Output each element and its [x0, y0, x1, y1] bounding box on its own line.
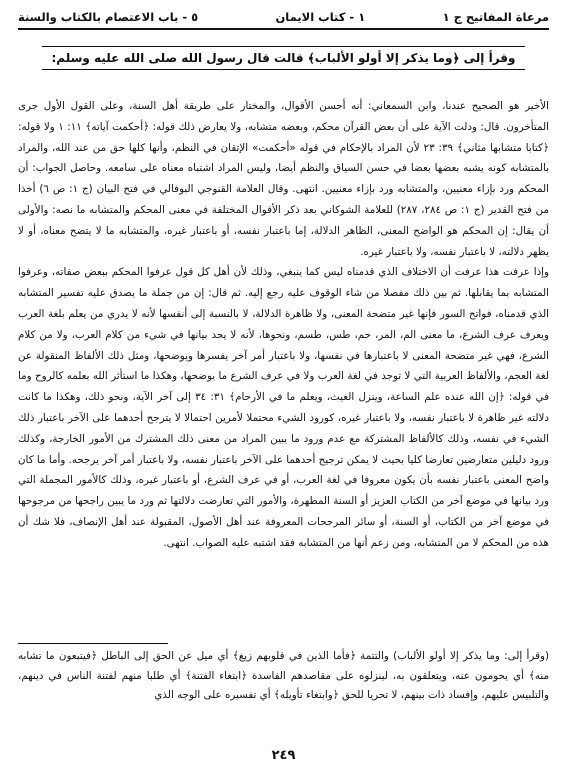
header-chapter: ١ - كتاب الايمان — [275, 10, 366, 24]
header-book-title: مرعاة المفاتيح ج ١ — [442, 10, 549, 24]
body-paragraph: الأخير هو الصحيح عندنا، وابن السمعاني: أنه أحسن الأقوال، والمختار على طريقة أهل السنة، وعلى القول الأول جرى المتأخرون. قال: ودلت الآية على أن بعض القرآن محكم، وبعضه متشابه، ولا يعارض ذلك قوله: ﴿أحكمت آياته﴾ ١١: ١ ولا قوله: ﴿كتابا متشابها مثاني﴾ ٣٩: ٢٣ لأن المراد بالإحكام في قوله «أحكمت» الإتقان في النظم، وأنها كلها حق من عند الله، والمراد بالمتشابه كونه يشبه بعضها بعضا في حسن السياق والنظم أيضا، وليس المراد اشتباه معناه على سامعه. وحاصل الجواب: أن المحكم ورد بإزاء معنيين، والمتشابه ورد بإزاء معنيين. انتهى. وقال العلامة القنوجي البوفالي في فتح البيان (ج ١: ص ٦) أخذا من فتح القدير (ج ١: ص ٢٨٤، ٢٨٧) للعلامة الشوكاني بعد ذكر الأقوال المختلفة في معنى المحكم والمتشابه ما نصه: والأولى أن يقال: إن المحكم هو الواضح المعنى، الظاهر الدلالة، إما باعتبار نفسه، أو باعتبار غيره، والمتشابه ما لا يتضح معناه، أو لا يظهر دلالته، لا باعتبار نفسه، ولا باعتبار غيره. — [18, 100, 549, 258]
body-paragraph: وإذا عرفت هذا عرفت أن الاختلاف الذي قدمناه ليس كما ينبغي، وذلك لأن أهل كل قول عرفوا المحكم ببعض صفاته، وعرفوا المتشابه بما يقابلها. ثم بين ذلك مفصلا من شاء الوقوف عليه رجع إليه. ثم قال: إن من جملة ما يصدق عليه تفسير المتشابه الذي قدمناه، فواتح السور فإنها غير متضحة المعنى، ولا ظاهرة الدلالة، لا بالنسبة إلى أنفسها لأنه لا يدري من يعلم بلغة العرب ويعرف عرف الشرع، ما معنى الم، المر، حم، طس، طسم، ونحوها، لأنه لا يجد بيانها في شيء من كلام العرب، ولا من كلام الشرع، فهي غير متضحة المعنى لا باعتبارها في نفسها، ولا باعتبار أمر آخر يفسرها ويوضحها، ومثل ذلك الألفاظ المنقولة عن لغة العجم، والألفاظ العربية التي لا توجد في لغة العرب ولا في عرف الشرع ما يوضحها، وهكذا ما استأثر الله بعلمه كالروح وما في قوله: ﴿إن الله عنده علم الساعة، وينزل الغيث، ويعلم ما في الأرحام﴾ ٣١: ٣٤ إلى آخر الآية، ونحو ذلك، وهكذا ما كانت دلالته غير ظاهرة لا باعتبار نفسه، ولا باعتبار غيره، كورود الشيء محتملا لأمرين احتمالا لا يترجح أحدهما على الآخر باعتبار ذلك الشيء في نفسه، وذلك كالألفاظ المشتركة مع عدم ورود ما يبين المراد من معنى ذلك المشترك من الأمور الخارجة، وكذلك ورود دليلين متعارضين تعارضا كليا بحيث لا يمكن ترجيح أحدهما على الآخر باعتبار نفسه، ولا باعتبار أمر آخر يرجحه. وأما ما كان واضح المعنى باعتبار نفسه بأن يكون معروفا في لغة العرب، أو في عرف الشرع، أو باعتبار غيره، وذلك كالأمور المجملة التي ورد بيانها في موضع آخر من الكتاب العزيز أو السنة المطهرة، والأمور التي تعارضت دلالتها ثم ورد ما يبين راجحها من مرجوحها في موضع آخر من الكتاب، أو السنة، أو سائر المرجحات المعروفة عند أهل الأصول، المقبولة عند أهل الإنصاف، فلا شك أن هذه من المحكم لا من المتشابه، ومن زعم أنها من المتشابه فقد اشتبه عليه الصواب. انتهى. — [18, 266, 549, 549]
main-text — [18, 96, 549, 636]
page-number: ٢٤٩ — [271, 748, 296, 763]
footnote-separator — [18, 643, 168, 644]
running-header — [18, 6, 549, 30]
header-section: ٥ - باب الاعتصام بالكتاب والسنة — [18, 10, 199, 24]
hadith-quote-line: وقرأ إلى ﴿وما يذكر إلا أولو الألباب﴾ قالت قال رسول الله صلى الله عليه وسلم: — [42, 46, 525, 70]
footnote-text: (وقرأ إلى: وما يذكر إلا أولو الألباب) والتتمة ﴿فأما الذين في قلوبهم زيغ﴾ أي ميل عن الحق إلى الباطل ﴿فيتبعون ما تشابه منه﴾ أي يحومون عنه، ويتعلقون به، لينزلوه على مقاصدهم الفاسدة ﴿ابتغاء الفتنة﴾ أي طلبا منهم لفتنة الناس في دينهم، والتلبيس عليهم، وإفساد ذات بينهم، لا تحريا للحق ﴿وابتغاء تأويله﴾ أي تفسيره على الوجه الذي — [18, 650, 549, 701]
